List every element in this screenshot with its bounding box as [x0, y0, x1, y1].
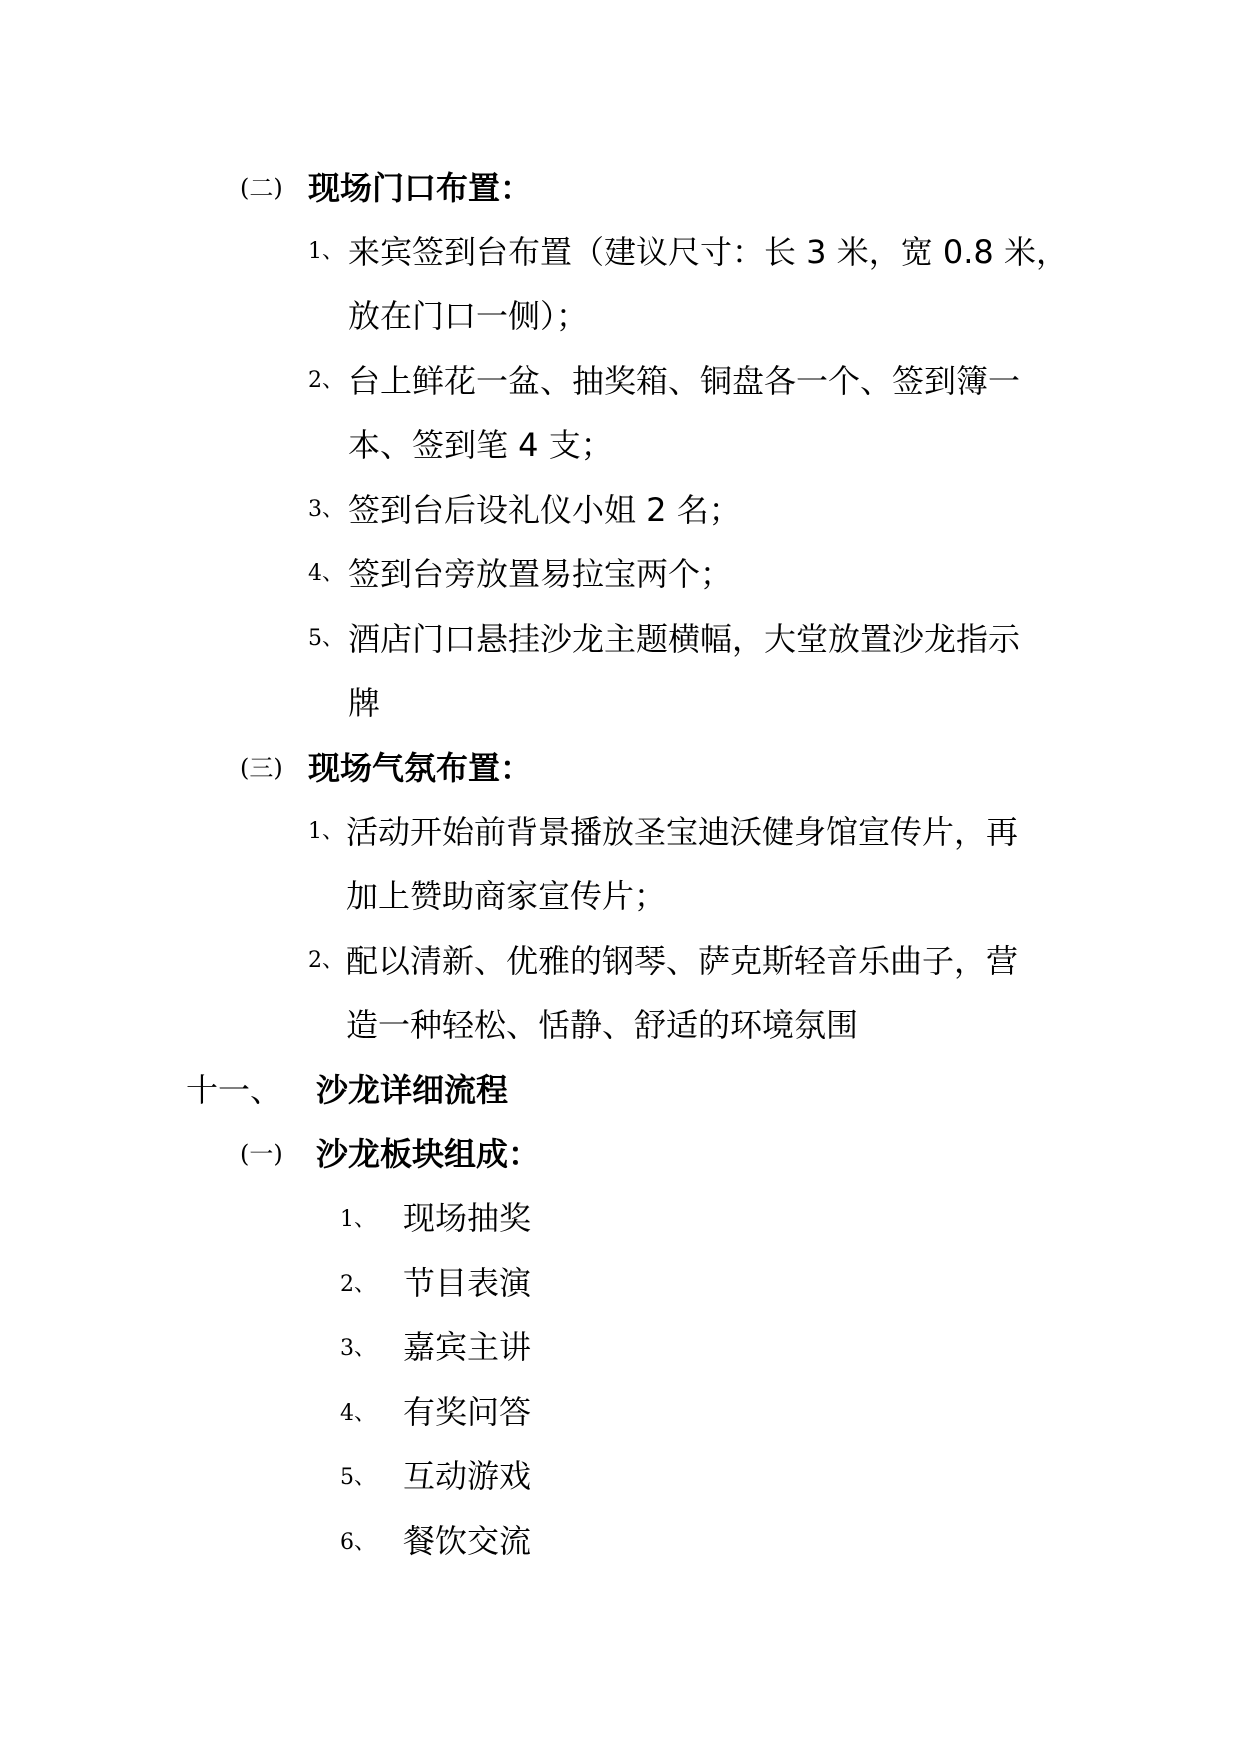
list-item-number: 3、: [308, 497, 344, 522]
list-item-text: 互动游戏: [403, 1457, 532, 1495]
list-item-text: 节目表演: [403, 1264, 532, 1302]
list-item-number: 5、: [308, 626, 344, 651]
list-item-text-continued: 放在门口一侧）；: [348, 297, 589, 335]
list-item-number: 2、: [308, 368, 344, 393]
list-item-number: 1、: [308, 819, 344, 844]
list-item-text: 餐饮交流: [403, 1522, 532, 1560]
section-2-title: 现场门口布置：: [308, 169, 533, 207]
list-item-text: 现场抽奖: [403, 1199, 532, 1237]
list-item-number: 5、: [340, 1465, 376, 1490]
section-11-1-title: 沙龙板块组成：: [316, 1135, 541, 1173]
section-2-marker: (二): [240, 174, 283, 202]
list-item-text: 台上鲜花一盆、抽奖箱、铜盘各一个、签到簿一: [348, 362, 1021, 400]
list-item-number: 2、: [340, 1272, 376, 1297]
list-item-number: 1、: [308, 239, 344, 264]
list-item-number: 3、: [340, 1336, 376, 1361]
list-item-text: 酒店门口悬挂沙龙主题横幅，大堂放置沙龙指示: [348, 620, 1021, 658]
section-3-marker: (三): [240, 754, 283, 782]
list-item-text: 有奖问答: [403, 1393, 532, 1431]
chapter-11-title: 沙龙详细流程: [316, 1071, 509, 1109]
list-item-text: 嘉宾主讲: [403, 1328, 532, 1366]
list-item-text-continued: 牌: [348, 684, 381, 722]
list-item-number: 2、: [308, 948, 344, 973]
list-item-number: 1、: [340, 1207, 376, 1232]
list-item-number: 4、: [340, 1401, 376, 1426]
list-item-text: 签到台旁放置易拉宝两个；: [348, 555, 733, 593]
section-11-1-marker: (一): [240, 1140, 283, 1168]
list-item-text: 活动开始前背景播放圣宝迪沃健身馆宣传片，再: [346, 813, 1019, 851]
list-item-text-continued: 加上赞助商家宣传片；: [346, 877, 667, 915]
list-item-text: 配以清新、优雅的钢琴、萨克斯轻音乐曲子，营: [346, 942, 1019, 980]
list-item-text-continued: 本、签到笔 4 支；: [348, 426, 613, 464]
section-3-title: 现场气氛布置：: [308, 749, 533, 787]
list-item-text: 来宾签到台布置（建议尺寸：长 3 米，宽 0.8 米，: [348, 233, 1068, 271]
list-item-number: 6、: [340, 1530, 376, 1555]
list-item-number: 4、: [308, 561, 344, 586]
list-item-text-continued: 造一种轻松、恬静、舒适的环境氛围: [346, 1006, 859, 1044]
list-item-text: 签到台后设礼仪小姐 2 名；: [348, 491, 741, 529]
chapter-11-number: 十一、: [186, 1071, 283, 1109]
